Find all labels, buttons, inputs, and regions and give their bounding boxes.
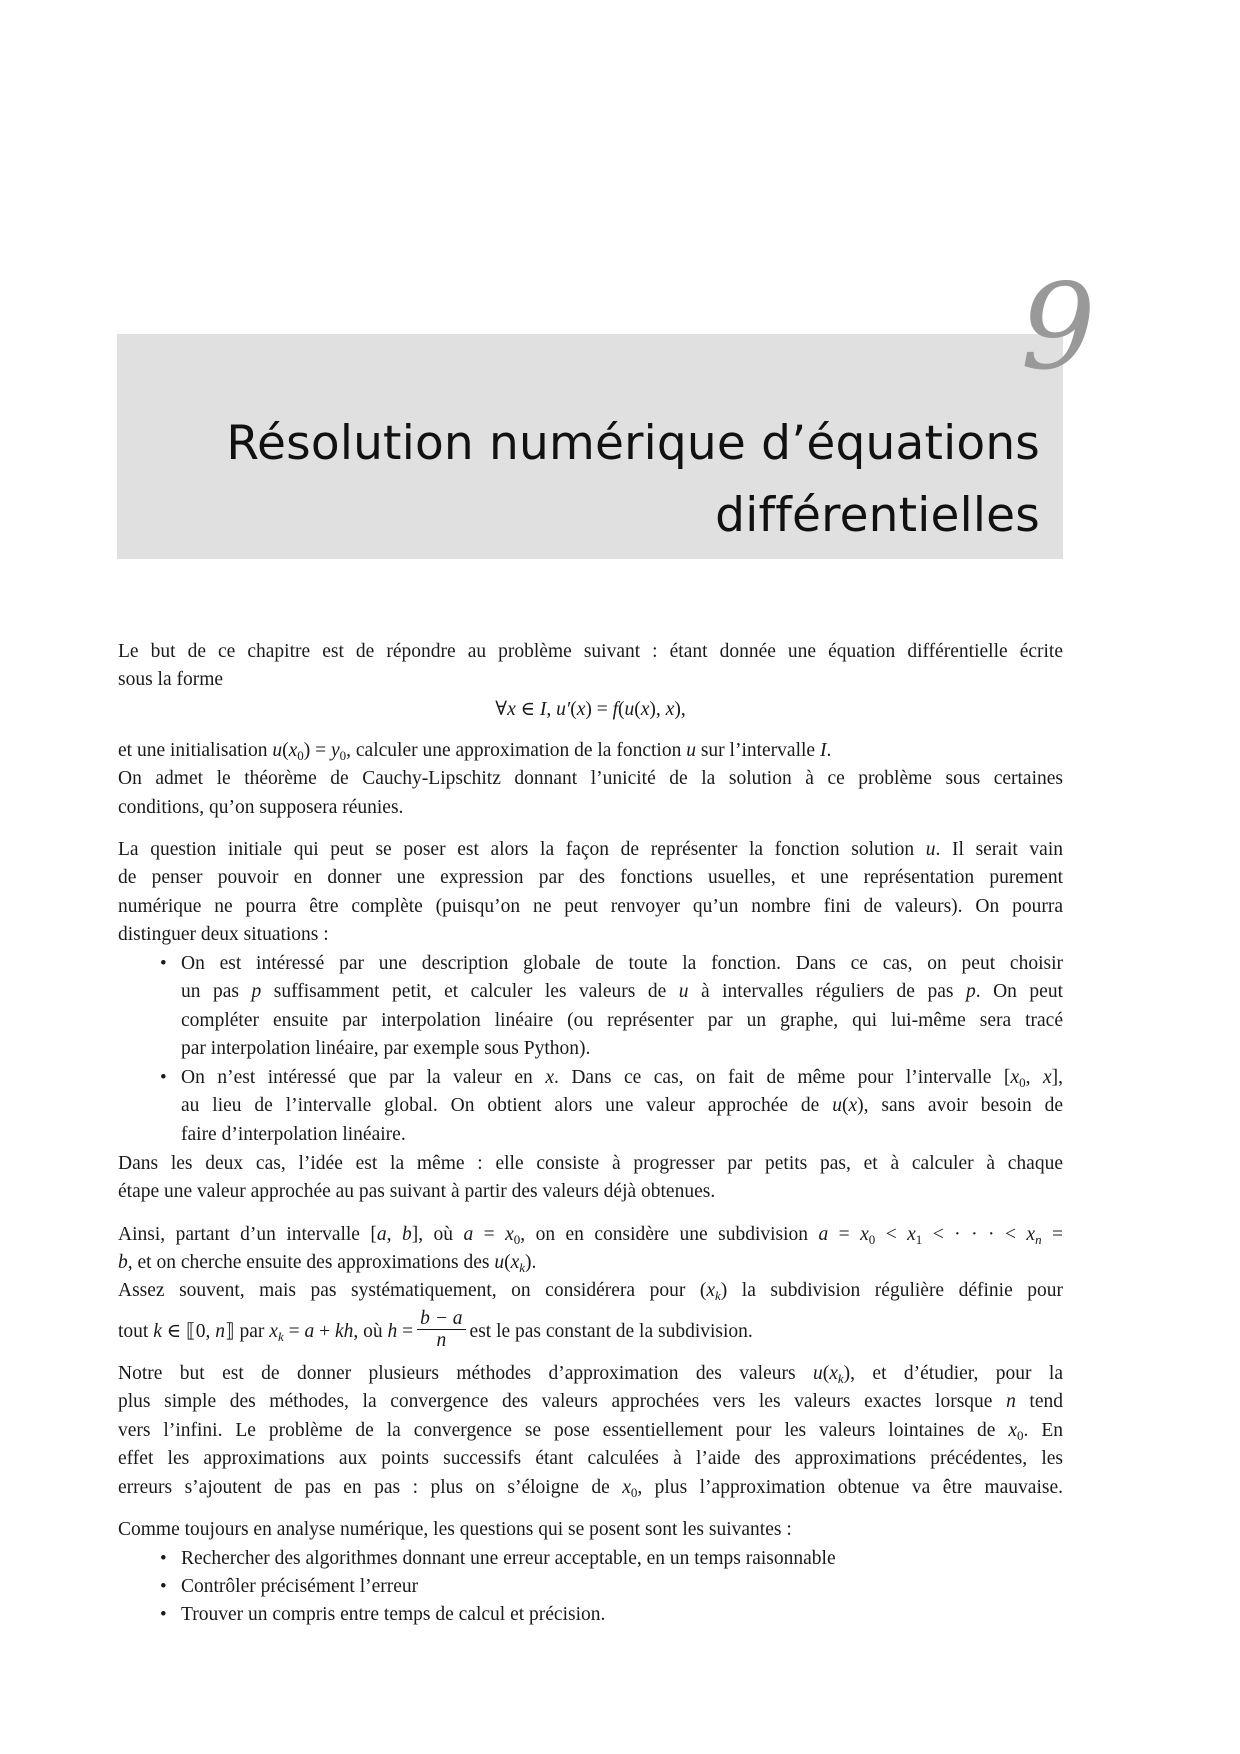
text-line: On n’est intéressé que par la valeur en x. Dans ce cas, on fait de même pour l’intervalle [$x_0$, x],	[181, 1067, 1063, 1090]
text-line: vers l’infini. Le problème de la convergence se pose essentiellement pour les valeurs lointaines de $x_0$. En	[118, 1420, 1063, 1443]
text-line: Notre but est de donner plusieurs méthodes d’approximation des valeurs $u(x_k)$, et d’étudier, pour la	[118, 1363, 1063, 1386]
text-line: et une initialisation $u(x_0) = y_0$, calculer une approximation de la fonction u sur l’intervalle I.	[118, 740, 832, 763]
text-line: Rechercher des algorithmes donnant une erreur acceptable, en un temps raisonnable	[181, 1548, 836, 1569]
text-line: tout k ∈ ⟦0, n⟧ par $x_k = a$ + kh, où h = $\frac{b - a}{n}$ est le pas constant de la subdivision.	[118, 1308, 753, 1351]
text-line: ∀x ∈ I, u′(x) = f(u(x), x),	[495, 699, 686, 720]
text-line: numérique ne pourra être complète (puisqu’on ne peut renvoyer qu’un nombre fini de valeurs). On pourra	[118, 896, 1063, 917]
bullet-icon: •	[160, 1604, 167, 1625]
chapter-number: 9	[1020, 258, 1096, 396]
text-line: Ainsi, partant d’un intervalle [a, b], où $a = x_0$, on en considère une subdivision $a = x_0 < x_1$ < · · · < $x_n$ =	[118, 1224, 1063, 1247]
text-line: Dans les deux cas, l’idée est la même : elle consiste à progresser par petits pas, et à calculer à chaque	[118, 1153, 1063, 1174]
text-line: distinguer deux situations :	[118, 924, 329, 945]
text-line: au lieu de l’intervalle global. On obtient alors une valeur approchée de u(x), sans avoir besoin de	[181, 1095, 1063, 1116]
text-line: b, et on cherche ensuite des approximations des $u(x_k)$.	[118, 1252, 537, 1275]
text-line: On admet le théorème de Cauchy-Lipschitz donnant l’unicité de la solution à ce problème sous certaines	[118, 768, 1063, 789]
text-line: par interpolation linéaire, par exemple sous Python).	[181, 1038, 591, 1059]
text-line: La question initiale qui peut se poser est alors la façon de représenter la fonction solution u. Il serait vain	[118, 839, 1063, 860]
text-line: effet les approximations aux points successifs étant calculées à l’aide des approximations précédentes, les	[118, 1448, 1063, 1469]
text-line: Assez souvent, mais pas systématiquement, on considérera pour $(x_k)$ la subdivision régulière définie pour	[118, 1280, 1063, 1303]
text-line: faire d’interpolation linéaire.	[181, 1124, 406, 1145]
text-line: Le but de ce chapitre est de répondre au problème suivant : étant donnée une équation différentielle écrite	[118, 641, 1063, 662]
text-line: sous la forme	[118, 669, 224, 690]
text-line: On est intéressé par une description globale de toute la fonction. Dans ce cas, on peut choisir	[181, 953, 1063, 974]
text-line: de penser pouvoir en donner une expression par des fonctions usuelles, et une représentation purement	[118, 867, 1063, 888]
text-line: compléter ensuite par interpolation linéaire (ou représenter par un graphe, qui lui-même sera tracé	[181, 1010, 1063, 1031]
bullet-icon: •	[160, 953, 167, 974]
bullet-icon: •	[160, 1548, 167, 1569]
text-line: étape une valeur approchée au pas suivant à partir des valeurs déjà obtenues.	[118, 1181, 716, 1202]
chapter-title-line-2: différentielles	[715, 488, 1040, 543]
bullet-icon: •	[160, 1067, 167, 1088]
chapter-title-line-1: Résolution numérique d’équations	[226, 416, 1040, 471]
text-line: conditions, qu’on supposera réunies.	[118, 797, 404, 818]
text-line: erreurs s’ajoutent de pas en pas : plus on s’éloigne de $x_0$, plus l’approximation obtenue va être mauvaise.	[118, 1477, 1063, 1500]
text-line: un pas p suffisamment petit, et calculer les valeurs de u à intervalles réguliers de pas p. On peut	[181, 981, 1063, 1002]
fraction: $\frac{b - a}{n}$	[417, 1309, 465, 1352]
text-line: plus simple des méthodes, la convergence des valeurs approchées vers les valeurs exactes lorsque n tend	[118, 1391, 1063, 1412]
text-line: Contrôler précisément l’erreur	[181, 1576, 419, 1597]
text-line: Trouver un compris entre temps de calcul et précision.	[181, 1604, 606, 1625]
text-line: Comme toujours en analyse numérique, les questions qui se posent sont les suivantes :	[118, 1519, 792, 1540]
bullet-icon: •	[160, 1576, 167, 1597]
